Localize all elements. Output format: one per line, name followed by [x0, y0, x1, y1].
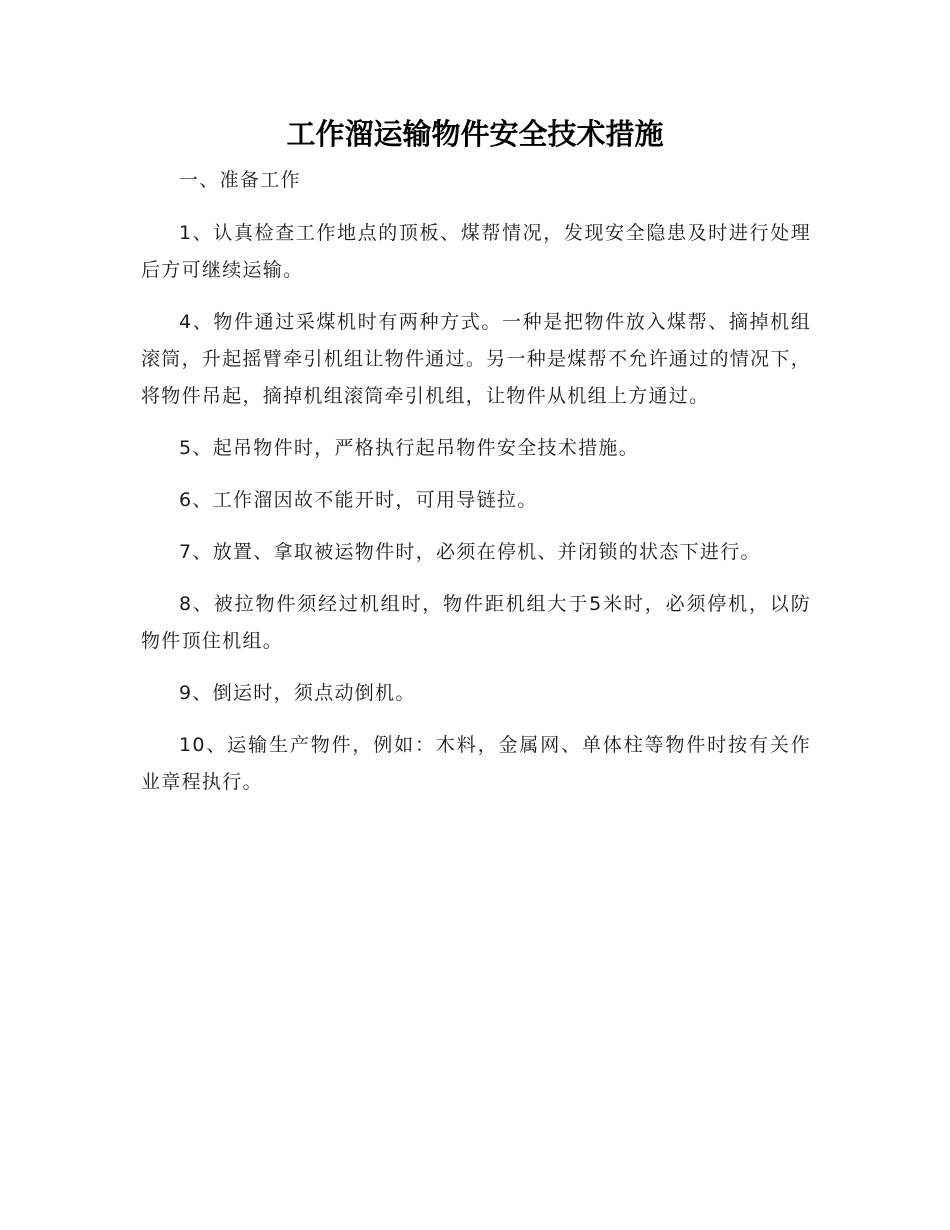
paragraph-item-9: 9、倒运时，须点动倒机。 [179, 682, 416, 704]
document-title: 工作溜运输物件安全技术措施 [286, 117, 664, 151]
paragraph-item-1: 1、认真检查工作地点的顶板、煤帮情况，发现安全隐患及时进行处理后方可继续运输。 [141, 222, 811, 281]
section-heading-preparation: 一、准备工作 [179, 169, 301, 191]
paragraph-item-8: 8、被拉物件须经过机组时，物件距机组大于5米时，必须停机，以防物件顶住机组。 [141, 593, 811, 652]
paragraph-item-10: 10、运输生产物件，例如：木料，金属网、单体柱等物件时按有关作业章程执行。 [141, 734, 811, 793]
paragraph-item-7: 7、放置、拿取被运物件时，必须在停机、并闭锁的状态下进行。 [179, 541, 761, 563]
paragraph-item-5: 5、起吊物件时，严格执行起吊物件安全技术措施。 [179, 437, 639, 459]
paragraph-item-4: 4、物件通过采煤机时有两种方式。一种是把物件放入煤帮、摘掉机组滚筒，升起摇臂牵引机组让物件通过。另一种是煤帮不允许通过的情况下，将物件吊起，摘掉机组滚筒牵引机组，让物件从机组上方通过。 [141, 311, 811, 407]
paragraph-item-6: 6、工作溜因故不能开时，可用导链拉。 [179, 489, 538, 511]
document-body [141, 162, 811, 816]
